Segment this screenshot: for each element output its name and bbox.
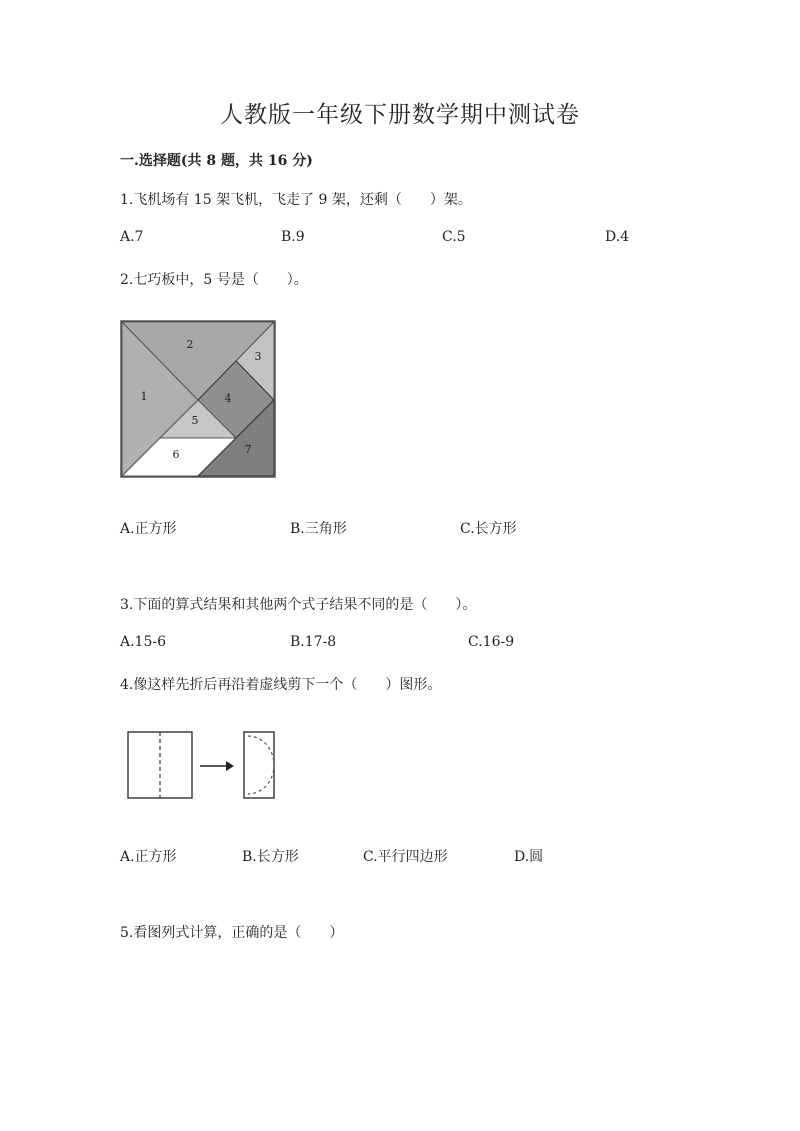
section-heading: 一.选择题(共 8 题，共 16 分) <box>120 153 313 169</box>
q2-option-b: B.三角形 <box>290 521 347 537</box>
q2-option-c: C.长方形 <box>460 521 517 537</box>
q3-option-b: B.17-8 <box>290 634 337 650</box>
tangram-label-5: 5 <box>191 414 199 427</box>
q1-option-d: D.4 <box>605 229 630 245</box>
tangram-label-7: 7 <box>244 443 252 456</box>
q3-option-a: A.15-6 <box>120 634 167 650</box>
dashed-semicircle <box>248 736 274 794</box>
tangram-label-1: 1 <box>140 390 148 403</box>
q1-option-b: B.9 <box>281 229 305 245</box>
q4-option-c: C.平行四边形 <box>363 849 448 865</box>
tangram-label-2: 2 <box>186 338 194 351</box>
fold-cut-figure <box>124 728 280 804</box>
tangram-label-6: 6 <box>172 448 180 461</box>
arrow-head-icon <box>226 761 234 771</box>
question-3-text: 3.下面的算式结果和其他两个式子结果不同的是（ ）。 <box>120 597 477 613</box>
question-4-text: 4.像这样先折后再沿着虚线剪下一个（ ）图形。 <box>120 677 442 693</box>
tangram-figure <box>120 320 276 478</box>
page-title: 人教版一年级下册数学期中测试卷 <box>220 102 580 128</box>
q3-option-c: C.16-9 <box>468 634 515 650</box>
q2-option-a: A.正方形 <box>120 521 177 537</box>
q4-option-d: D.圆 <box>514 849 544 865</box>
tangram-label-3: 3 <box>254 350 262 363</box>
folded-paper <box>244 732 274 798</box>
question-5-text: 5.看图列式计算，正确的是（ ） <box>120 925 344 941</box>
question-2-text: 2.七巧板中，5 号是（ ）。 <box>120 272 308 288</box>
q1-option-a: A.7 <box>120 229 144 245</box>
tangram-label-4: 4 <box>224 392 232 405</box>
question-1-text: 1.飞机场有 15 架飞机，飞走了 9 架，还剩（ ）架。 <box>120 192 472 208</box>
q4-option-b: B.长方形 <box>242 849 299 865</box>
q4-option-a: A.正方形 <box>120 849 177 865</box>
q1-option-c: C.5 <box>442 229 466 245</box>
